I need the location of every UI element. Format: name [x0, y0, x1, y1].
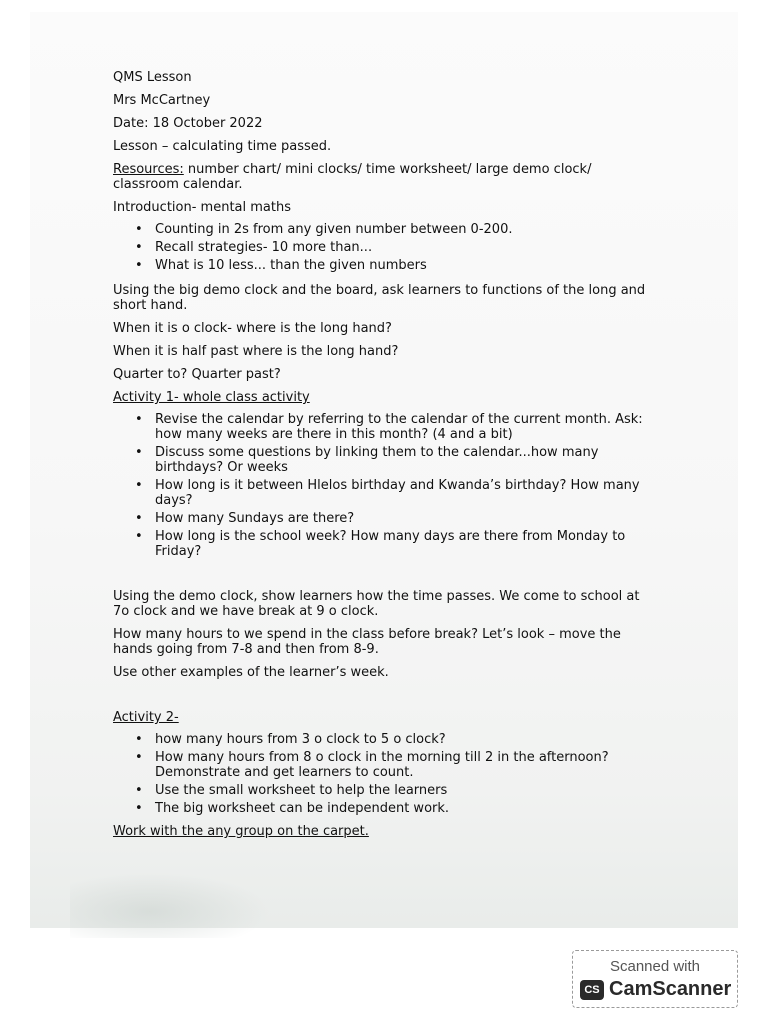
paragraph: Using the big demo clock and the board, ask learners to functions of the long and short hand.	[113, 283, 646, 313]
activity-2-heading: Activity 2-	[113, 710, 179, 725]
list-item: • The big worksheet can be independent work.	[155, 801, 658, 816]
list-item: • How many Sundays are there?	[155, 511, 658, 526]
list-item: • Counting in 2s from any given number between 0-200.	[155, 222, 658, 237]
list-item: • Recall strategies- 10 more than...	[155, 240, 658, 255]
camscanner-watermark	[572, 950, 738, 1008]
lesson-plan	[113, 70, 658, 839]
list-item: • Revise the calendar by referring to the calendar of the current month. Ask: how many weeks are there in this month? (4 and a bit)	[155, 412, 658, 442]
resources-label: Resources:	[113, 162, 184, 177]
lesson-date: Date: 18 October 2022	[113, 116, 263, 131]
teacher-name: Mrs McCartney	[113, 93, 211, 108]
paragraph: When it is o clock- where is the long hand?	[113, 321, 392, 336]
paragraph: Quarter to? Quarter past?	[113, 367, 281, 382]
list-item: • Discuss some questions by linking them to the calendar...how many birthdays? Or weeks	[155, 445, 658, 475]
lesson-topic: Lesson – calculating time passed.	[113, 139, 332, 154]
list-item: • How long is the school week? How many days are there from Monday to Friday?	[155, 529, 658, 559]
camscanner-logo-icon: CS	[580, 980, 604, 1000]
paragraph: Use other examples of the learner’s week.	[113, 665, 389, 680]
paragraph: Using the demo clock, show learners how the time passes. We come to school at 7o clock and we have break at 9 o clock.	[113, 589, 640, 619]
list-item: • how many hours from 3 o clock to 5 o clock?	[155, 732, 658, 747]
list-item: • How many hours from 8 o clock in the morning till 2 in the afternoon? Demonstrate and get learners to count.	[155, 750, 658, 780]
list-item: • What is 10 less... than the given numbers	[155, 258, 658, 273]
list-item: • How long is it between Hlelos birthday and Kwanda’s birthday? How many days?	[155, 478, 658, 508]
resources-text: number chart/ mini clocks/ time worksheet/ large demo clock/ classroom calendar.	[113, 162, 592, 192]
list-item: • Use the small worksheet to help the learners	[155, 783, 658, 798]
paragraph: How many hours to we spend in the class before break? Let’s look – move the hands going from 7-8 and then from 8-9.	[113, 627, 621, 657]
activity-2-list	[113, 732, 658, 816]
activity-1-heading: Activity 1- whole class activity	[113, 390, 310, 405]
document-title: QMS Lesson	[113, 70, 192, 85]
resources	[113, 162, 658, 192]
closing-note: Work with the any group on the carpet.	[113, 824, 369, 839]
scanned-with-text: Scanned with	[609, 958, 701, 975]
introduction-heading: Introduction- mental maths	[113, 200, 291, 215]
paragraph: When it is half past where is the long hand?	[113, 344, 399, 359]
introduction-list	[113, 222, 658, 273]
scan-smudge	[70, 872, 270, 938]
activity-1-list	[113, 412, 658, 559]
camscanner-brand: CamScanner	[609, 978, 732, 1000]
